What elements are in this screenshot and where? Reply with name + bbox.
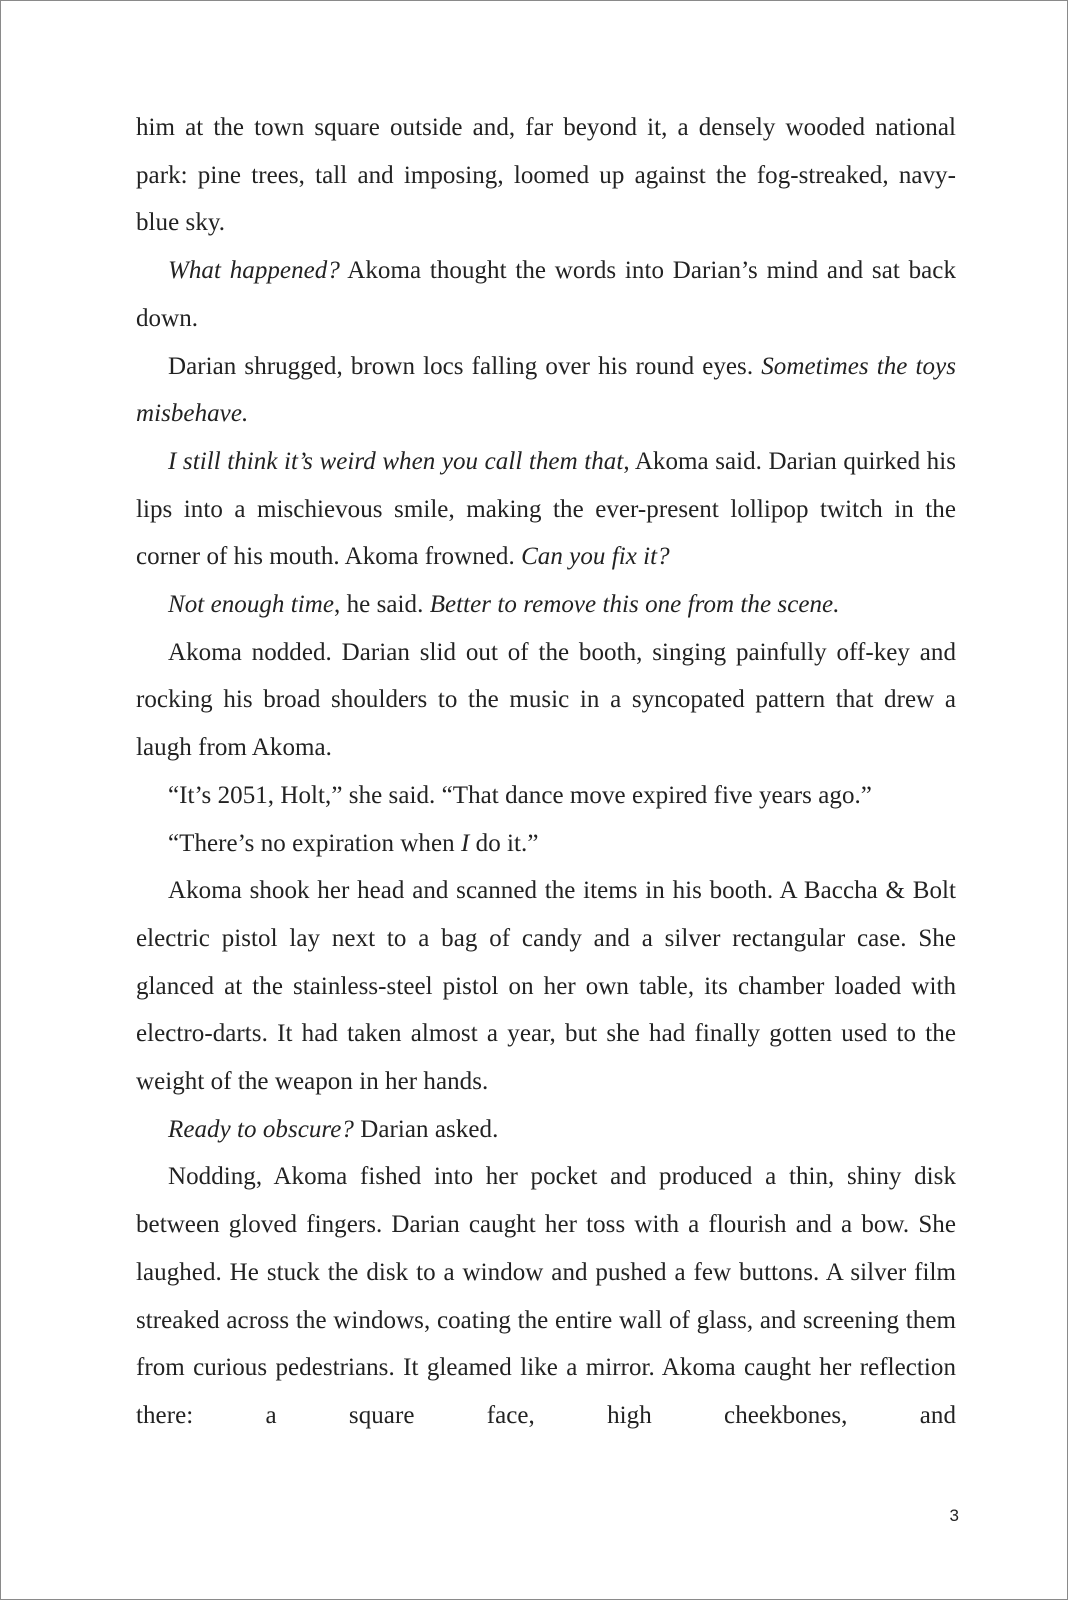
paragraph <box>136 1153 956 1439</box>
paragraph <box>136 772 956 820</box>
text-run: “There’s no expiration when <box>168 829 461 857</box>
text-run: , he said. <box>334 591 430 619</box>
text-run: Darian shrugged, brown locs falling over his round eyes. <box>168 352 762 380</box>
text-run: “It’s 2051, Holt,” she said. “That dance move expired five years ago.” <box>168 781 872 809</box>
paragraph <box>136 343 956 438</box>
text-run: Nodding, Akoma fished into her pocket and produced a thin, shiny disk between gloved fingers. Darian caught her toss with a flourish and a bow. She laughed. He stuck the disk to a window and pushed a few buttons. A silver film streaked across the windows, coating the entire wall of glass, and screening them from curious pedestrians. It gleamed like a mirror. Akoma caught her reflection there: a square face, high cheekbones, and <box>136 1163 956 1429</box>
italic-run: Can you fix it? <box>521 543 670 571</box>
italic-run: What happened? <box>168 257 340 285</box>
text-run: Akoma shook her head and scanned the items in his booth. A Baccha & Bolt electric pistol lay next to a bag of candy and a silver rectangular case. She glanced at the stainless-steel pistol on her own table, its chamber loaded with electro-darts. It had taken almost a year, but she had finally gotten used to the weight of the weapon in her hands. <box>136 877 956 1096</box>
text-run: , Akoma said. Darian quirked his lips into a mischievous smile, making the ever-present lollipop twitch in the corner of his mouth. Akoma frowned. <box>136 447 957 571</box>
paragraph <box>136 438 956 581</box>
paragraph <box>136 820 956 868</box>
text-run: Akoma thought the words into Darian’s mind and sat back down. <box>136 257 956 332</box>
paragraph <box>136 104 956 247</box>
paragraph <box>136 1106 956 1154</box>
italic-run: Sometimes the toys misbehave. <box>136 352 956 428</box>
italic-run: Not enough time <box>168 591 335 619</box>
text-run: Darian asked. <box>353 1115 499 1143</box>
text-run: do it.” <box>469 829 539 857</box>
body-text <box>136 104 956 1440</box>
paragraph <box>136 581 956 629</box>
text-run: him at the town square outside and, far beyond it, a densely wooded national park: pine trees, tall and imposing, loomed up against the fog-streaked, navy-blue sky. <box>136 114 956 237</box>
paragraph <box>136 629 956 772</box>
page-number: 3 <box>949 1506 959 1525</box>
paragraph <box>136 247 956 342</box>
italic-run: Ready to obscure? <box>168 1115 354 1143</box>
italic-run: I <box>460 829 470 857</box>
text-run: Akoma nodded. Darian slid out of the booth, singing painfully off-key and rocking his broad shoulders to the music in a syncopated pattern that drew a laugh from Akoma. <box>136 638 956 762</box>
paragraph <box>136 867 956 1106</box>
italic-run: Better to remove this one from the scene. <box>429 591 840 619</box>
italic-run: I still think it’s weird when you call them that <box>168 447 624 475</box>
